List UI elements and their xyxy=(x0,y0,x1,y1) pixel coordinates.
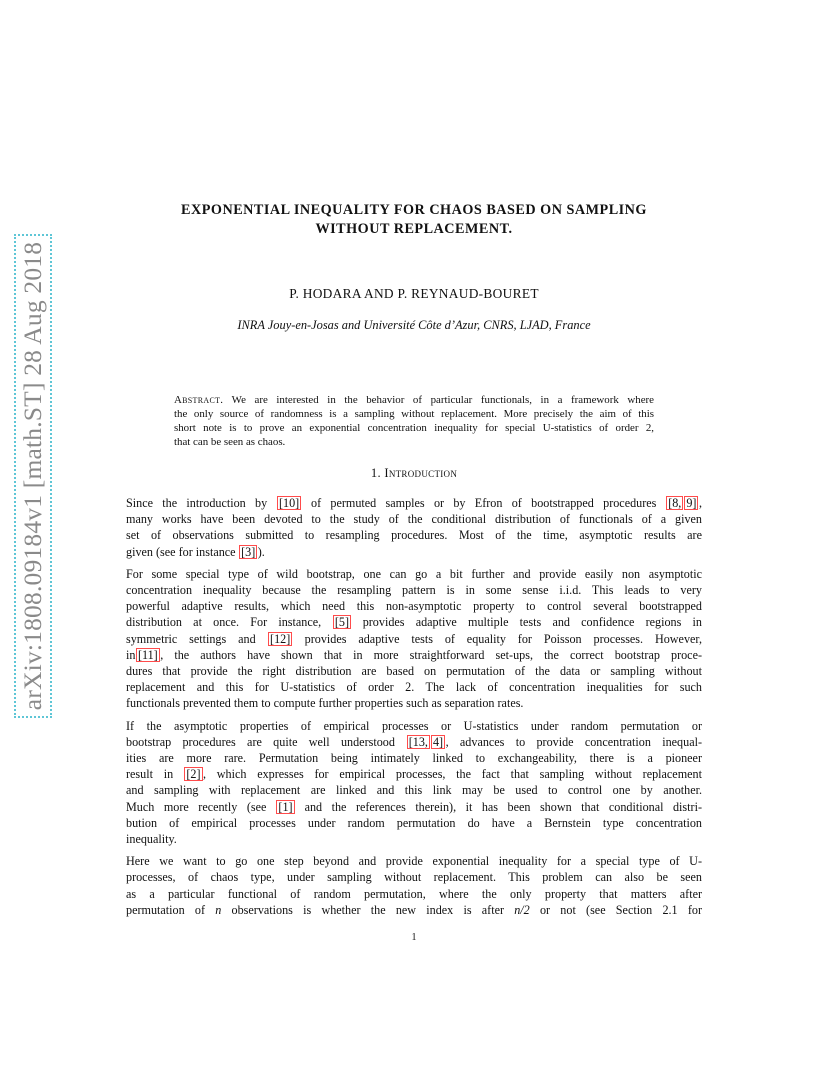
text: observations is whether the new index is after xyxy=(221,902,515,917)
citation-link[interactable]: [3] xyxy=(241,544,256,559)
arxiv-stamp: arXiv:1808.09184v1 [math.ST] 28 Aug 2018 xyxy=(18,241,47,711)
affiliation: INRA Jouy-en-Josas and Université Côte d’Azur, CNRS, LJAD, France xyxy=(237,318,591,332)
abstract-line: short note is to prove an exponential concentration inequality for special U-statistics of order 2, xyxy=(174,422,654,434)
abstract-line: the only source of randomness is a sampling without replacement. More precisely the aim of this xyxy=(174,408,654,420)
title-line-2: WITHOUT REPLACEMENT. xyxy=(315,221,513,237)
text-line: ities are more rare. Permutation being intimately linked to exchangeability, there is a pioneer xyxy=(126,751,702,766)
text-line: processes, of chaos type, under sampling without replacement. This problem can also be seen xyxy=(126,870,702,885)
text-line: inequality. xyxy=(126,832,177,847)
section-number: 1. xyxy=(370,466,381,480)
text: Since the introduction by xyxy=(126,496,277,510)
text: of permuted samples or by Efron of bootstrapped procedures xyxy=(301,496,666,510)
abstract-line: We are interested in the behavior of particular functionals, in a framework where xyxy=(223,394,654,406)
body-text xyxy=(126,495,702,924)
text: Much more recently (see xyxy=(126,799,276,814)
math-n-half: n/2 xyxy=(514,902,530,917)
paragraph-2 xyxy=(126,566,702,712)
citation-link[interactable]: [8, xyxy=(668,496,682,510)
text-line: replacement and this for U-statistics of order 2. The lack of concentration inequalities for such xyxy=(126,680,702,695)
text: provides adaptive tests of equality for Poisson processes. However, xyxy=(292,631,702,646)
text-line: as a particular functional of random permutation, where the only property that matters after xyxy=(126,886,702,901)
citation-link[interactable]: [5] xyxy=(334,615,349,630)
text: , the authors have shown that in more straightforward set-ups, the correct bootstrap proce- xyxy=(160,647,702,662)
paper-title xyxy=(126,201,702,239)
text-line: many works have been devoted to the study of the conditional distribution of functionals of a given xyxy=(126,512,702,527)
text-line: For some special type of wild bootstrap, one can go a bit further and provide easily non asymptotic xyxy=(126,566,702,581)
text: , which expresses for empirical processes, the fact that sampling without replacement xyxy=(203,767,702,782)
paragraph-3 xyxy=(126,718,702,848)
text: result in xyxy=(126,767,184,782)
text-line: set of observations submitted to resampling procedures. Most of the time, asymptotic results are xyxy=(126,528,702,543)
abstract xyxy=(174,393,654,449)
section-title: Introduction xyxy=(384,466,458,480)
citation-link[interactable]: [1] xyxy=(278,799,293,814)
citation-link[interactable]: [12] xyxy=(270,631,291,646)
text-line: powerful adaptive results, which need this non-asymptotic property to control several bootstrapped xyxy=(126,599,702,614)
text: or not (see Section 2.1 for xyxy=(529,902,702,917)
text-line: Here we want to go one step beyond and provide exponential inequality for a special type of U- xyxy=(126,854,702,869)
text: bootstrap procedures are quite well understood xyxy=(126,734,407,749)
citation-link[interactable]: [13, xyxy=(408,734,428,749)
citation-link[interactable]: [2] xyxy=(186,767,201,782)
text: and the references therein), it has been shown that conditional distri- xyxy=(295,799,702,814)
abstract-label: Abstract. xyxy=(174,394,224,406)
paragraph-4 xyxy=(126,853,702,918)
authors: P. HODARA AND P. REYNAUD-BOURET xyxy=(289,286,539,301)
page-number: 1 xyxy=(411,932,417,943)
text: ). xyxy=(257,544,265,559)
citation-link[interactable]: [10] xyxy=(278,496,300,510)
text-line: If the asymptotic properties of empirical processes or U-statistics under random permutation or xyxy=(126,718,702,733)
abstract-line: that can be seen as chaos. xyxy=(174,436,286,448)
text: permutation of xyxy=(126,902,216,917)
text-line: functionals prevented them to compute further properties such as separation rates. xyxy=(126,696,524,711)
section-heading xyxy=(126,466,702,481)
text-line: bution of empirical processes under random permutation do have a Bernstein type concentration xyxy=(126,815,702,830)
text-line: concentration inequality because the resampling pattern is in some sense i.i.d. This leads to very xyxy=(126,583,702,598)
text: symmetric settings and xyxy=(126,631,268,646)
text: provides adaptive multiple tests and confidence regions in xyxy=(351,615,702,630)
text: , xyxy=(698,496,703,510)
paragraph-1 xyxy=(126,495,702,560)
citation-link[interactable]: 4] xyxy=(432,734,444,749)
text: in xyxy=(126,647,136,662)
citation-link[interactable]: [11] xyxy=(137,647,158,662)
text: distribution at once. For instance, xyxy=(126,615,333,630)
text: , advances to provide concentration inequal- xyxy=(445,734,703,749)
text-line: and sampling with replacement are linked and this link may be used to control one by another. xyxy=(126,783,702,798)
text: given (see for instance xyxy=(126,544,239,559)
math-n: n xyxy=(215,902,222,917)
text-line: dures that provide the right distribution are based on permutation of the data or sampling without xyxy=(126,664,702,679)
citation-link[interactable]: 9] xyxy=(686,496,697,510)
title-line-1: EXPONENTIAL INEQUALITY FOR CHAOS BASED ON SAMPLING xyxy=(181,202,647,218)
